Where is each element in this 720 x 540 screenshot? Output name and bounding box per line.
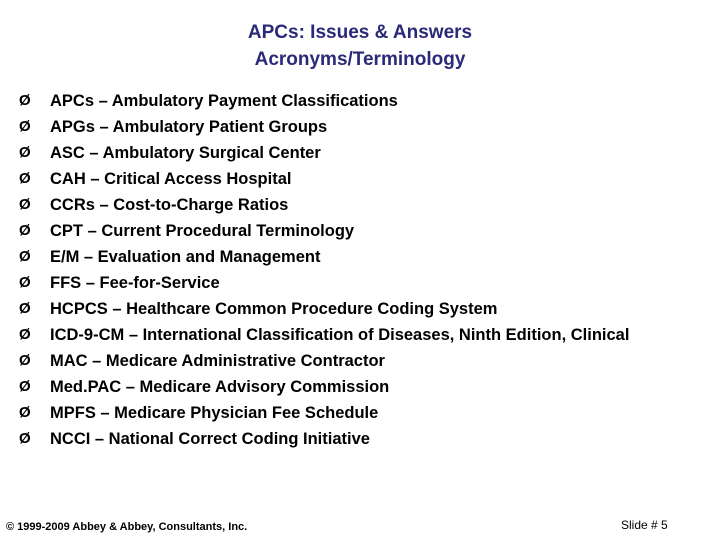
list-item [0,88,720,114]
arrow-bullet-icon: Ø [19,352,31,369]
list-item-text: CAH – Critical Access Hospital [50,170,292,188]
arrow-bullet-icon: Ø [19,430,31,447]
list-item-text: MAC – Medicare Administrative Contractor [50,352,385,370]
list-item [0,400,720,426]
list-item [0,244,720,270]
arrow-bullet-icon: Ø [19,170,31,187]
list-item [0,374,720,400]
list-item-text: HCPCS – Healthcare Common Procedure Coding System [50,300,498,318]
list-item-text: E/M – Evaluation and Management [50,248,321,266]
arrow-bullet-icon: Ø [19,300,31,317]
list-item-text: APCs – Ambulatory Payment Classifications [50,92,398,110]
list-item [0,166,720,192]
arrow-bullet-icon: Ø [19,378,31,395]
slide-subtitle: Acronyms/Terminology [254,49,466,70]
list-item-text: CCRs – Cost-to-Charge Ratios [50,196,289,214]
arrow-bullet-icon: Ø [19,404,31,421]
list-item [0,218,720,244]
list-item-text: NCCI – National Correct Coding Initiative [50,430,370,448]
arrow-bullet-icon: Ø [19,248,31,265]
arrow-bullet-icon: Ø [19,222,31,239]
arrow-bullet-icon: Ø [19,196,31,213]
arrow-bullet-icon: Ø [19,144,31,161]
list-item [0,348,720,374]
list-item [0,296,720,322]
acronym-list [0,88,720,452]
list-item [0,426,720,452]
list-item-text: CPT – Current Procedural Terminology [50,222,355,240]
list-item-text: APGs – Ambulatory Patient Groups [50,118,328,136]
list-item [0,270,720,296]
slide-number: Slide # 5 [621,518,668,532]
list-item-text: ASC – Ambulatory Surgical Center [50,144,321,162]
list-item-text: Med.PAC – Medicare Advisory Commission [50,378,390,396]
slide-title: APCs: Issues & Answers [247,22,473,43]
list-item [0,114,720,140]
arrow-bullet-icon: Ø [19,274,31,291]
list-item-text: ICD-9-CM – International Classification of Diseases, Ninth Edition, Clinical [50,326,630,344]
copyright-notice: © 1999-2009 Abbey & Abbey, Consultants, Inc. [6,521,248,533]
list-item [0,322,720,348]
list-item [0,140,720,166]
list-item-text: FFS – Fee-for-Service [50,274,220,292]
list-item-text: MPFS – Medicare Physician Fee Schedule [50,404,379,422]
arrow-bullet-icon: Ø [19,326,31,343]
list-item [0,192,720,218]
arrow-bullet-icon: Ø [19,92,31,109]
arrow-bullet-icon: Ø [19,118,31,135]
